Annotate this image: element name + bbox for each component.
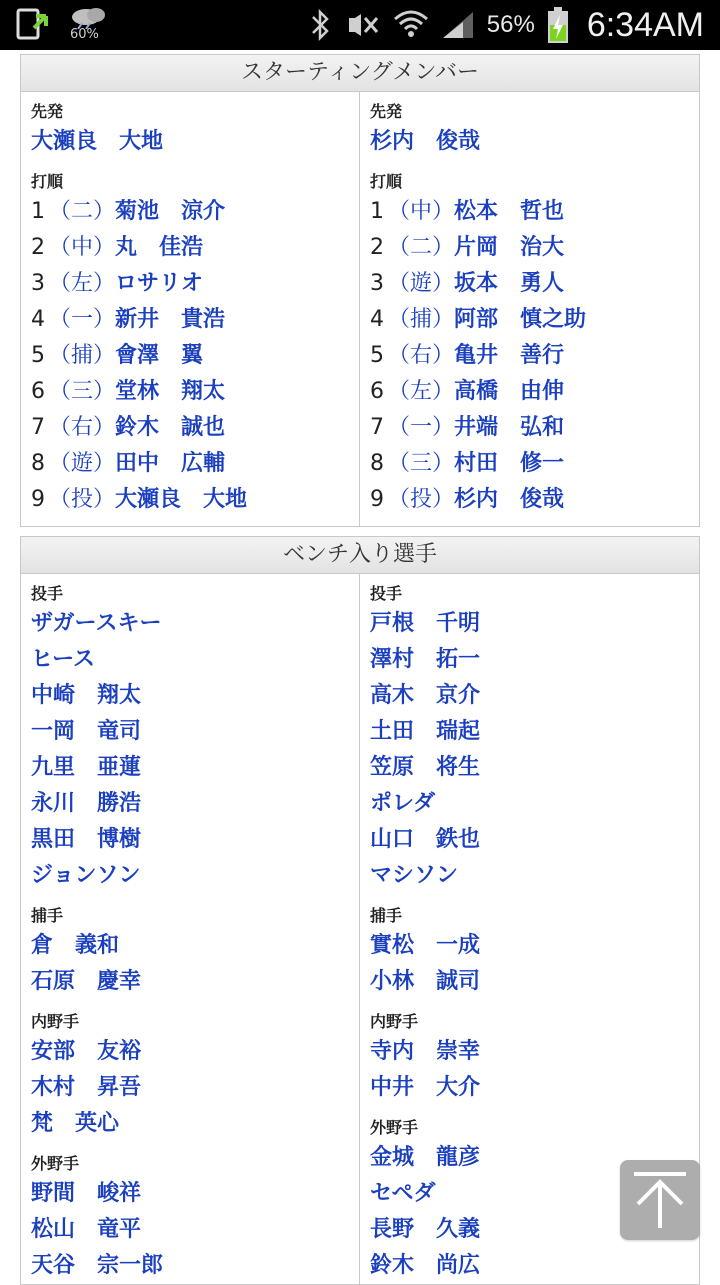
position: 二 (410, 235, 433, 260)
batting-number: 2 (370, 235, 384, 260)
player-name-link[interactable]: 會澤 翼 (115, 343, 204, 368)
player-name-link[interactable]: 鈴木 尚広 (370, 1253, 481, 1278)
position: 右 (410, 343, 433, 368)
player-name-link[interactable]: 黒田 博樹 (31, 827, 142, 852)
lineup-row (31, 446, 359, 482)
batting-number: 3 (31, 271, 45, 296)
starter-label: 先発 (370, 102, 403, 121)
player-name-link[interactable]: 堂林 翔太 (115, 379, 226, 404)
mute-icon (345, 10, 381, 40)
player-name-link[interactable]: 鈴木 誠也 (115, 415, 226, 440)
player-name-link[interactable]: 阿部 慎之助 (454, 307, 587, 332)
position: 一 (410, 415, 433, 440)
signal-icon (441, 10, 475, 40)
batting-number: 7 (31, 415, 45, 440)
clock-time: 6:34AM (586, 5, 704, 44)
player-name-link[interactable]: ヒース (31, 647, 96, 672)
bench-players-table (20, 536, 700, 1285)
position-group-label: 外野手 (31, 1154, 80, 1173)
position-group-label: 内野手 (370, 1012, 419, 1031)
player-name-link[interactable]: 笠原 将生 (370, 755, 481, 780)
position: 遊 (71, 451, 94, 476)
position-group-label: 捕手 (370, 906, 403, 925)
position-paren: （ (388, 379, 411, 404)
position-paren: （ (49, 487, 72, 512)
position: 一 (71, 307, 94, 332)
position-paren: （ (49, 271, 72, 296)
position: 三 (410, 451, 433, 476)
player-name-link[interactable]: 村田 修一 (454, 451, 565, 476)
player-name-link[interactable]: 金城 龍彦 (370, 1145, 481, 1170)
position: 右 (71, 415, 94, 440)
player-name-link[interactable]: 田中 広輔 (115, 451, 226, 476)
batting-number: 7 (370, 415, 384, 440)
position-paren: ） (432, 199, 455, 224)
starter-label: 先発 (31, 102, 64, 121)
position: 二 (71, 199, 94, 224)
position-paren: ） (432, 487, 455, 512)
download-complete-icon (14, 6, 52, 44)
player-name-link[interactable]: 丸 佳浩 (115, 235, 204, 260)
position-paren: ） (432, 343, 455, 368)
player-name-link[interactable]: マシソン (370, 863, 459, 888)
player-name-link[interactable]: 大瀬良 大地 (115, 487, 248, 512)
position-paren: （ (49, 199, 72, 224)
player-name-link[interactable]: 中崎 翔太 (31, 683, 142, 708)
position-paren: （ (49, 235, 72, 260)
position: 左 (71, 271, 94, 296)
batting-order-label: 打順 (370, 172, 403, 191)
batting-number: 9 (31, 487, 45, 512)
batting-number: 5 (370, 343, 384, 368)
player-name-link[interactable]: 松本 哲也 (454, 199, 565, 224)
status-bar-right (309, 0, 704, 50)
status-bar (0, 0, 720, 50)
position-paren: ） (432, 451, 455, 476)
position-paren: ） (93, 343, 116, 368)
lineup-row (31, 230, 359, 266)
position-group-label: 投手 (370, 584, 403, 603)
position-paren: ） (93, 379, 116, 404)
starting-right-column (360, 92, 699, 526)
player-name-link[interactable]: 松山 竜平 (31, 1217, 142, 1242)
position-group-label: 投手 (31, 584, 64, 603)
player-name-link[interactable]: 安部 友裕 (31, 1039, 142, 1064)
lineup-row (370, 374, 699, 410)
lineup-row (31, 302, 359, 338)
position-paren: ） (432, 271, 455, 296)
battery-charging-icon (547, 7, 569, 43)
player-name-link[interactable]: 戸根 千明 (370, 611, 481, 636)
batting-number: 4 (31, 307, 45, 332)
position-paren: （ (388, 235, 411, 260)
scroll-to-top-button[interactable] (620, 1160, 700, 1240)
player-name-link[interactable]: 梵 英心 (31, 1111, 120, 1136)
player-name-link[interactable]: 野間 峻祥 (31, 1181, 142, 1206)
position-paren: （ (49, 379, 72, 404)
position-paren: （ (388, 199, 411, 224)
player-name-link[interactable]: 石原 慶幸 (31, 969, 142, 994)
player-name-link[interactable]: 菊池 涼介 (115, 199, 226, 224)
position: 中 (410, 199, 433, 224)
position-group-label: 内野手 (31, 1012, 80, 1031)
player-name-link[interactable]: 九里 亜蓮 (31, 755, 142, 780)
player-name-link[interactable]: 倉 義和 (31, 933, 120, 958)
position: 捕 (410, 307, 433, 332)
player-name-link[interactable]: 坂本 勇人 (454, 271, 565, 296)
player-name-link[interactable]: 山口 鉄也 (370, 827, 481, 852)
lineup-row (370, 230, 699, 266)
batting-number: 4 (370, 307, 384, 332)
player-name-link[interactable]: 片岡 治大 (454, 235, 565, 260)
position-paren: （ (49, 415, 72, 440)
player-name-link[interactable]: 杉内 俊哉 (454, 487, 565, 512)
player-name-link[interactable]: 新井 貴浩 (115, 307, 226, 332)
starting-left-column (21, 92, 360, 526)
batting-number: 8 (31, 451, 45, 476)
batting-number: 9 (370, 487, 384, 512)
weather-icon (66, 5, 110, 45)
position-paren: ） (93, 487, 116, 512)
position-paren: （ (388, 343, 411, 368)
lineup-row (31, 338, 359, 374)
player-name-link[interactable]: 小林 誠司 (370, 969, 481, 994)
position-paren: （ (388, 307, 411, 332)
status-bar-left (14, 6, 110, 44)
lineup-row (370, 446, 699, 482)
position-paren: （ (388, 451, 411, 476)
lineup-row (370, 482, 699, 518)
player-name-link[interactable]: 永川 勝浩 (31, 791, 142, 816)
position-paren: （ (49, 307, 72, 332)
batting-number: 8 (370, 451, 384, 476)
starter-name[interactable]: 大瀬良 大地 (31, 129, 164, 154)
player-name-link[interactable]: 井端 弘和 (454, 415, 565, 440)
lineup-row (31, 266, 359, 302)
position-group-label: 外野手 (370, 1118, 419, 1137)
player-name-link[interactable]: ザガースキー (31, 611, 162, 636)
position-paren: ） (93, 199, 116, 224)
player-name-link[interactable]: 高橋 由伸 (454, 379, 565, 404)
starting-members-table (20, 54, 700, 527)
batting-number: 1 (31, 199, 45, 224)
player-name-link[interactable]: ジョンソン (31, 863, 141, 888)
position-paren: ） (432, 415, 455, 440)
lineup-row (31, 482, 359, 518)
player-name-link[interactable]: 土田 瑞起 (370, 719, 481, 744)
player-name-link[interactable]: 寺内 崇幸 (370, 1039, 481, 1064)
position: 遊 (410, 271, 433, 296)
player-name-link[interactable]: ポレダ (370, 791, 436, 816)
batting-number: 6 (31, 379, 45, 404)
position-paren: （ (388, 271, 411, 296)
lineup-row (370, 266, 699, 302)
player-name-link[interactable]: 天谷 宗一郎 (31, 1253, 164, 1278)
position-paren: ） (93, 307, 116, 332)
player-name-link[interactable]: 中井 大介 (370, 1075, 481, 1100)
player-name-link[interactable]: 澤村 拓一 (370, 647, 481, 672)
starting-members-title: スターティングメンバー (21, 55, 699, 92)
position-paren: ） (93, 415, 116, 440)
arrow-up-icon (620, 1160, 700, 1240)
player-name-link[interactable]: 亀井 善行 (454, 343, 565, 368)
position-paren: （ (49, 343, 72, 368)
position-group-label: 捕手 (31, 906, 64, 925)
lineup-row (31, 374, 359, 410)
batting-order-label: 打順 (31, 172, 64, 191)
player-name-link[interactable]: 實松 一成 (370, 933, 481, 958)
weather-percent: 60% (70, 27, 99, 42)
batting-number: 6 (370, 379, 384, 404)
batting-number: 5 (31, 343, 45, 368)
batting-number: 2 (31, 235, 45, 260)
batting-number: 3 (370, 271, 384, 296)
position: 投 (71, 487, 94, 512)
bench-players-title: ベンチ入り選手 (21, 537, 699, 574)
position: 三 (71, 379, 94, 404)
battery-percent: 56% (486, 11, 535, 38)
bluetooth-icon (309, 8, 333, 42)
position-paren: ） (93, 451, 116, 476)
lineup-row (370, 338, 699, 374)
lineup-row (370, 194, 699, 230)
position-paren: （ (49, 451, 72, 476)
position-paren: （ (388, 415, 411, 440)
starter-name[interactable]: 杉内 俊哉 (370, 129, 481, 154)
player-name-link[interactable]: 長野 久義 (370, 1217, 481, 1242)
position: 左 (410, 379, 433, 404)
batting-number: 1 (370, 199, 384, 224)
position: 捕 (71, 343, 94, 368)
player-name-link[interactable]: 高木 京介 (370, 683, 481, 708)
lineup-row (370, 410, 699, 446)
position-paren: ） (432, 307, 455, 332)
lineup-row (31, 410, 359, 446)
wifi-icon (393, 9, 429, 41)
player-name-link[interactable]: ロサリオ (115, 271, 203, 296)
lineup-row (370, 302, 699, 338)
player-name-link[interactable]: セペダ (370, 1181, 436, 1206)
position-paren: （ (388, 487, 411, 512)
position-paren: ） (432, 379, 455, 404)
position: 中 (71, 235, 94, 260)
player-name-link[interactable]: 一岡 竜司 (31, 719, 142, 744)
position-paren: ） (432, 235, 455, 260)
position: 投 (410, 487, 433, 512)
position-paren: ） (93, 235, 116, 260)
player-name-link[interactable]: 木村 昇吾 (31, 1075, 142, 1100)
bench-left-column (21, 574, 360, 1284)
lineup-row (31, 194, 359, 230)
position-paren: ） (93, 271, 116, 296)
